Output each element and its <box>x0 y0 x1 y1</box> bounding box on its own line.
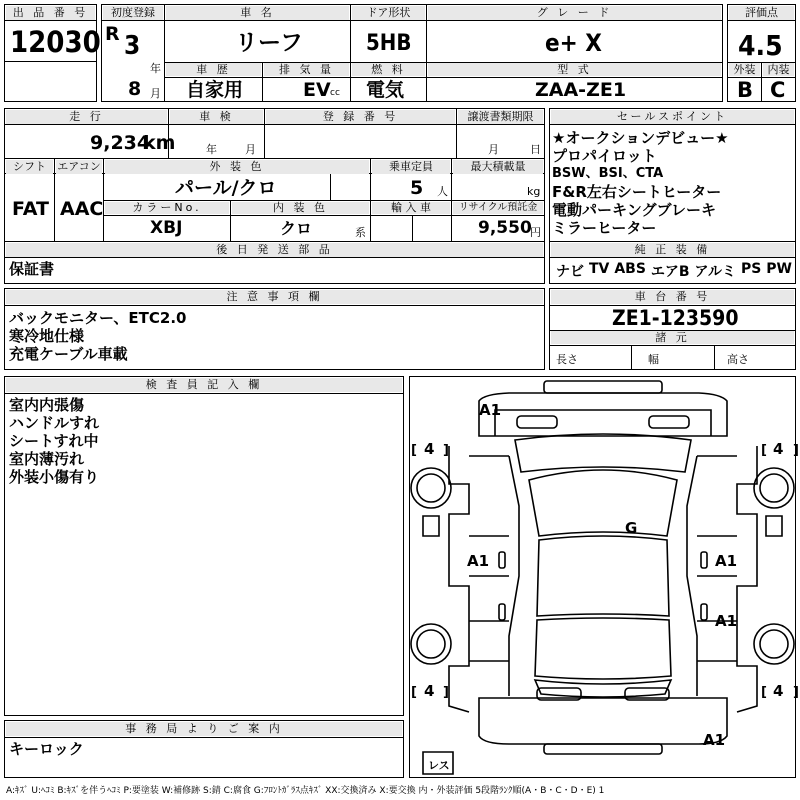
later-parts: 保証書 <box>9 260 55 278</box>
height-label: 高さ <box>727 353 749 366</box>
ext-color-header: 外 装 色 <box>105 160 369 174</box>
aircon: AAC <box>60 198 104 220</box>
mark-front-bumper: A1 <box>479 401 502 419</box>
int-color-header: 内 装 色 <box>232 202 369 214</box>
int-color: クロ <box>280 219 313 238</box>
reg-no-header: 登 録 番 号 <box>266 110 455 124</box>
inspector-note: 室内薄汚れ <box>9 450 85 468</box>
first-reg-header: 初度登録 <box>103 6 163 20</box>
svg-text:]: ] <box>793 443 799 458</box>
office-header: 事 務 局 よ り ご 案 内 <box>6 722 402 736</box>
equip-item: ナビ <box>556 264 584 280</box>
capacity-header: 乗車定員 <box>372 160 450 174</box>
transfer-day-unit: 日 <box>530 143 541 156</box>
later-parts-header: 後 日 発 送 部 品 <box>6 243 543 257</box>
mileage-header: 走 行 <box>6 110 167 124</box>
model-header: 型 式 <box>428 63 721 76</box>
load-unit: kg <box>527 185 541 198</box>
transfer-month-unit: 月 <box>488 143 499 156</box>
equip-item: TV <box>588 261 610 277</box>
office-note: キーロック <box>9 740 84 758</box>
damage-legend: A:ｷｽﾞ U:ﾍｺﾐ B:ｷｽﾞを伴うﾍｺﾐ P:要塗装 W:補修跡 S:錆 C:腐食 G:ﾌﾛﾝﾄｶﾞﾗｽ点ｷｽﾞ XX:交換済み X:要交換 内・外装評価 5段階ﾗﾝｸ順(A・B・C・D・E) 1 <box>6 786 605 796</box>
door-type: 5HB <box>366 31 412 56</box>
inspector-notes <box>9 396 99 486</box>
inspector-header: 検 査 員 記 入 欄 <box>6 378 402 392</box>
mark-left-front-door: A1 <box>467 552 490 570</box>
svg-text:[: [ <box>411 443 417 458</box>
svg-text:[: [ <box>761 443 767 458</box>
inspector-note: 室内内張傷 <box>9 396 85 414</box>
chassis-header: 車 台 番 号 <box>551 290 794 304</box>
displacement: EV <box>303 79 331 101</box>
mileage: 9,234 <box>90 132 151 154</box>
recycle-unit: 円 <box>530 226 541 239</box>
inspector-note: ハンドルすれ <box>9 414 100 432</box>
tire-rr-value: 4 <box>773 682 784 700</box>
caution-note: 寒冷地仕様 <box>9 327 85 345</box>
km-unit: km <box>143 132 176 154</box>
svg-text:[: [ <box>411 685 417 700</box>
svg-text:]: ] <box>443 685 449 700</box>
month-unit: 月 <box>150 87 161 100</box>
history: 自家用 <box>186 79 244 101</box>
caution-notes <box>9 309 186 363</box>
reg-month: 8 <box>128 78 142 100</box>
chassis-number: ZE1-123590 <box>612 306 739 330</box>
reg-year: 3 <box>124 31 141 61</box>
sales-point-item: プロパイロット <box>552 147 657 165</box>
year-unit: 年 <box>150 62 161 75</box>
inspector-note: シートすれ中 <box>9 432 99 450</box>
lot-number-header: 出 品 番 号 <box>6 6 95 20</box>
sales-point-item: ★オークションデビュー★ <box>552 129 729 147</box>
equip-item: ABS <box>614 261 646 277</box>
mark-rear-bumper: A1 <box>703 731 726 749</box>
max-load-header: 最大積載量 <box>453 160 543 174</box>
import-header: 輸 入 車 <box>372 202 450 214</box>
tire-rl-value: 4 <box>424 682 435 700</box>
dimensions-header: 諸 元 <box>551 331 794 344</box>
capacity: 5 <box>410 177 424 199</box>
sales-point-item: ミラーヒーター <box>552 219 657 237</box>
width-label: 幅 <box>648 353 659 366</box>
color-no: XBJ <box>150 218 183 238</box>
grade: e+ X <box>545 29 602 57</box>
svg-text:[: [ <box>761 685 767 700</box>
sales-point-item: 電動パーキングブレーキ <box>552 201 716 219</box>
ext-header: 外装 <box>729 63 760 76</box>
mark-right-front-door: A1 <box>715 552 738 570</box>
sales-point-item: BSW、BSI、CTA <box>552 166 664 181</box>
cc-unit: cc <box>330 88 340 98</box>
sales-points-list <box>552 129 792 237</box>
int-grade: C <box>770 78 786 102</box>
equip-item: アルミ <box>694 264 736 280</box>
caution-note: バックモニター、ETC2.0 <box>9 309 187 327</box>
svg-text:]: ] <box>443 443 449 458</box>
history-header: 車 歴 <box>166 63 261 76</box>
door-header: ドア形状 <box>352 6 425 20</box>
ext-color: パール/クロ <box>175 177 277 199</box>
shift: FAT <box>12 198 49 220</box>
transfer-header: 譲渡書類期限 <box>458 110 543 124</box>
fuel: 電気 <box>366 79 405 101</box>
recycle-fee: 9,550 <box>478 218 532 238</box>
score-header: 評価点 <box>729 6 794 20</box>
mark-windshield: G <box>625 519 638 537</box>
sales-point-item: F&R左右シートヒーター <box>552 183 722 201</box>
caution-note: 充電ケーブル車載 <box>9 345 128 363</box>
car-name-header: 車 名 <box>166 6 349 20</box>
tire-fr-value: 4 <box>773 440 784 458</box>
score: 4.5 <box>738 29 783 62</box>
inspection-header: 車 検 <box>170 110 263 124</box>
tire-fl-value: 4 <box>424 440 435 458</box>
capacity-unit: 人 <box>437 185 448 198</box>
recycle-header: リサイクル預託金 <box>453 202 543 214</box>
ext-grade: B <box>737 78 754 102</box>
color-no-header: カラーNo. <box>105 202 229 214</box>
genuine-equipment-list <box>556 261 792 281</box>
fuel-header: 燃 料 <box>352 63 425 76</box>
displacement-header: 排 気 量 <box>264 63 349 76</box>
era: R <box>105 23 120 45</box>
equip-item: エアB <box>650 264 690 280</box>
insp-year-unit: 年 <box>206 143 217 156</box>
caution-header: 注 意 事 項 欄 <box>6 290 543 304</box>
model: ZAA-ZE1 <box>535 79 627 101</box>
svg-text:]: ] <box>793 685 799 700</box>
lot-number: 12030 <box>10 25 101 59</box>
aircon-header: エアコン <box>57 160 101 173</box>
insp-month-unit: 月 <box>245 143 256 156</box>
inspector-note: 外装小傷有り <box>9 468 100 486</box>
length-label: 長さ <box>556 353 578 366</box>
int-header: 内装 <box>763 63 794 76</box>
mark-right-rear-door: A1 <box>715 612 738 630</box>
shift-header: シフト <box>6 160 53 174</box>
car-diagram <box>409 376 799 778</box>
genuine-equip-header: 純 正 装 備 <box>551 243 794 257</box>
equip-item: PW <box>766 261 792 277</box>
spare-value: レス <box>428 759 450 772</box>
equip-item: PS <box>740 261 762 277</box>
int-color-suffix: 系 <box>355 226 366 239</box>
grade-header: グ レ ー ド <box>428 6 721 20</box>
sales-points-header: セールスポイント <box>551 110 794 124</box>
car-name: リーフ <box>235 30 303 56</box>
